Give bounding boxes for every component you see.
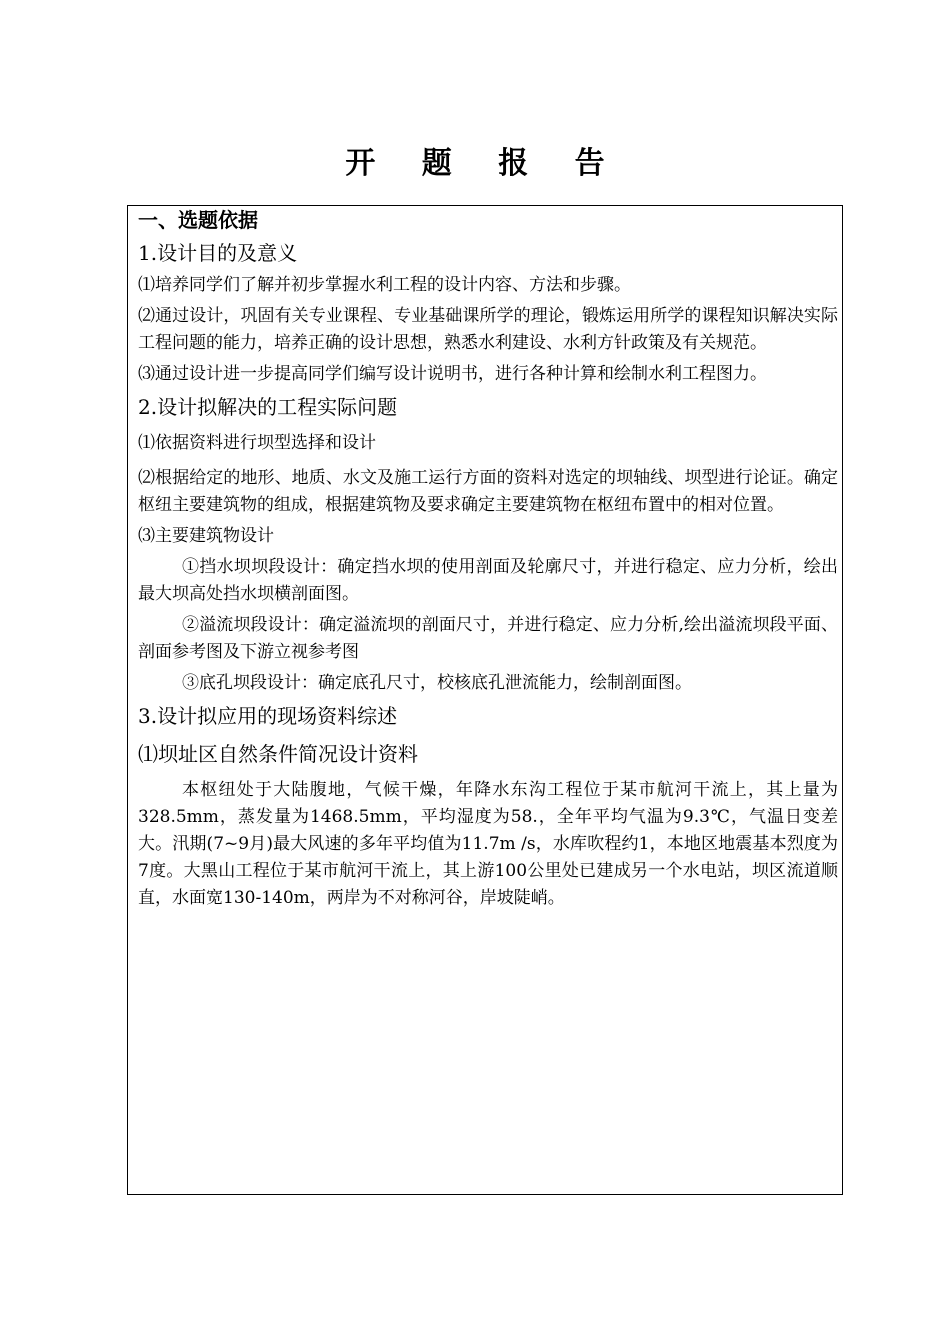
building-design-item-3: ③底孔坝段设计：确定底孔尺寸，校核底孔泄流能力，绘制剖面图。 [182,673,692,693]
subsection-heading-site-data: 3.设计拟应用的现场资料综述 [138,704,398,728]
problem-item-3: ⑶主要建筑物设计 [138,526,274,546]
section-heading: 一、选题依据 [138,208,258,232]
page-title: 开 题 报 告 [345,146,623,181]
building-design-item-2: ②溢流坝段设计：确定溢流坝的剖面尺寸，并进行稳定、应力分析,绘出溢流坝段平面、剖面参考图及下游立视参考图 [138,615,838,662]
purpose-item-1: ⑴培养同学们了解并初步掌握水利工程的设计内容、方法和步骤。 [138,275,631,295]
purpose-item-3: ⑶通过设计进一步提高同学们编写设计说明书，进行各种计算和绘制水利工程图力。 [138,364,767,384]
building-design-item-1: ①挡水坝坝段设计：确定挡水坝的使用剖面及轮廓尺寸，并进行稳定、应力分析，绘出最大坝高处挡水坝横剖面图。 [138,557,838,604]
purpose-item-2: ⑵通过设计，巩固有关专业课程、专业基础课所学的理论，锻炼运用所学的课程知识解决实际工程问题的能力，培养正确的设计思想，熟悉水利建设、水利方针政策及有关规范。 [138,306,838,353]
problem-item-2: ⑵根据给定的地形、地质、水文及施工运行方面的资料对选定的坝轴线、坝型进行论证。确定枢纽主要建筑物的组成，根据建筑物及要求确定主要建筑物在枢纽布置中的相对位置。 [138,468,838,515]
subsection-heading-problems: 2.设计拟解决的工程实际问题 [138,395,398,419]
report-frame [127,205,843,1195]
problem-item-1: ⑴依据资料进行坝型选择和设计 [138,433,376,453]
report-content [138,206,838,912]
site-data-item-heading: ⑴坝址区自然条件简况设计资料 [138,742,418,766]
site-data-paragraph: 本枢纽处于大陆腹地，气候干燥，年降水东沟工程位于某市航河干流上，其上量为328.5mm，蒸发量为1468.5mm，平均湿度为58.，全年平均气温为9.3℃，气温日变差大。汛期(7~9月)最大风速的多年平均值为11.7m /s，水库吹程约1，本地区地震基本烈度为7度。大黑山工程位于某市航河干流上，其上游100公里处已建成另一个水电站，坝区流道顺直，水面宽130-140m，两岸为不对称河谷，岸坡陡峭。 [138,780,838,908]
subsection-heading-purpose: 1.设计目的及意义 [138,241,298,265]
